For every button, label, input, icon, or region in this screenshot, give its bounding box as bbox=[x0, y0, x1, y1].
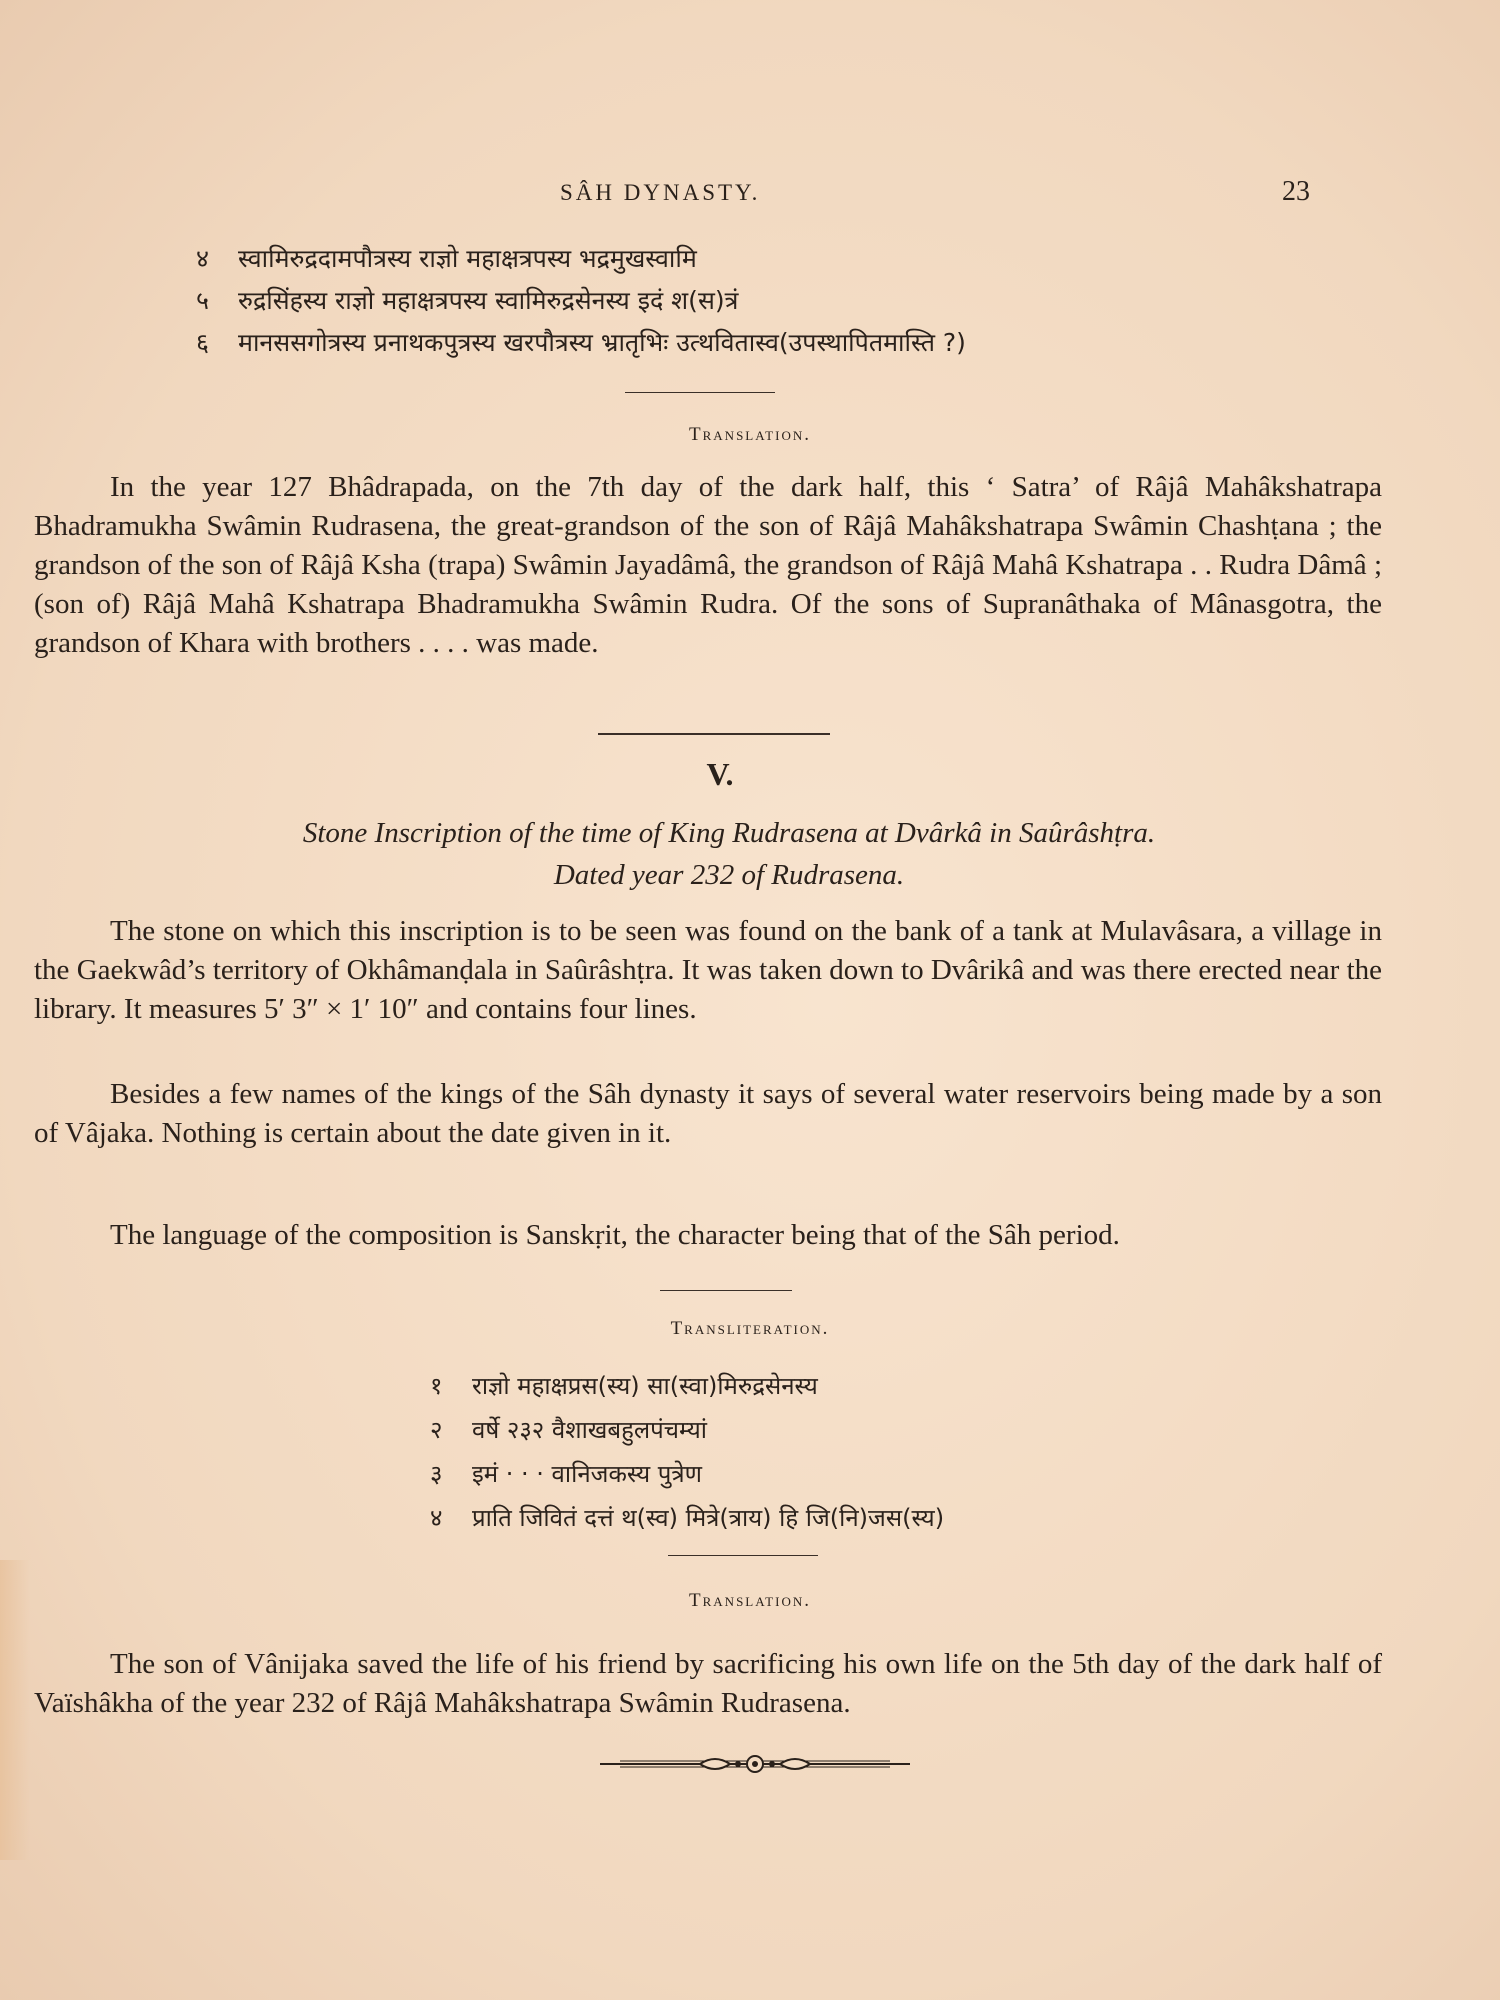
page-number: 23 bbox=[1282, 176, 1310, 207]
divider-rule bbox=[660, 1290, 792, 1291]
section-title bbox=[64, 812, 1394, 896]
inscription-line bbox=[196, 280, 1316, 322]
line-number: ४ bbox=[196, 244, 210, 273]
divider-rule bbox=[598, 733, 830, 735]
divider-rule bbox=[668, 1555, 818, 1556]
translation-paragraph: The son of Vânijaka saved the life of his friend by sacrificing his own life on the 5th day of the dark half of Vaïshâkha of the year 232 of Râjâ Mahâkshatrapa Swâmin Rudrasena. bbox=[34, 1648, 1382, 1719]
section-paragraph-3: The language of the composition is Sanskṛit, the character being that of the Sâh period. bbox=[110, 1219, 1120, 1251]
section-numeral: V. bbox=[706, 756, 734, 792]
running-head bbox=[0, 176, 1500, 220]
ornament-divider-icon bbox=[600, 1752, 910, 1776]
line-number: ५ bbox=[196, 286, 210, 315]
transliteration-line bbox=[430, 1496, 1230, 1540]
line-text: इमं · · · वानिजकस्य पुत्रेण bbox=[472, 1460, 702, 1488]
translation-heading: Translation. bbox=[689, 1590, 811, 1611]
transliteration-line bbox=[430, 1408, 1230, 1452]
transliteration-line bbox=[430, 1452, 1230, 1496]
line-text: रुद्रसिंहस्य राज्ञो महाक्षत्रपस्य स्वामिरुद्रसेनस्य इदं श(स)त्रं bbox=[238, 286, 739, 315]
line-text: वर्षे २३२ वैशाखबहुलपंचम्यां bbox=[472, 1416, 707, 1444]
section-title-line-2: Dated year 232 of Rudrasena. bbox=[553, 859, 905, 891]
translation-heading: Translation. bbox=[689, 424, 811, 445]
line-number: २ bbox=[430, 1416, 443, 1444]
line-text: प्राति जिवितं दत्तं थ(स्व) मित्रे(त्राय) हि जि(नि)जस(स्य) bbox=[472, 1504, 945, 1532]
transliteration-line bbox=[430, 1364, 1230, 1408]
line-number: ६ bbox=[196, 328, 210, 357]
line-number: १ bbox=[430, 1372, 443, 1400]
divider-rule bbox=[625, 392, 775, 393]
line-number: ४ bbox=[430, 1504, 443, 1532]
line-number: ३ bbox=[430, 1460, 443, 1488]
translation-paragraph: In the year 127 Bhâdrapada, on the 7th day of the dark half, this ‘ Satra’ of Râjâ Mahâkshatrapa Bhadramukha Swâmin Rudrasena, the great-grandson of the son of Râjâ Mahâkshatrapa Swâmin Chashṭana ; the grandson of the son of Râjâ Ksha (trapa) Swâmin Jayadâmâ, the grandson of Râjâ Mahâ Kshatrapa . . Rudra Dâmâ ; (son of) Râjâ Mahâ Kshatrapa Bhadramukha Swâmin Rudra. Of the sons of Supranâthaka of Mânasgotra, the grandson of Khara with brothers . . . . was made. bbox=[34, 471, 1382, 659]
line-text: स्वामिरुद्रदामपौत्रस्य राज्ञो महाक्षत्रपस्य भद्रमुखस्वामि bbox=[238, 244, 697, 273]
transliteration-lines bbox=[430, 1364, 1230, 1540]
inscription-line bbox=[196, 238, 1316, 280]
running-head-title: SÂH DYNASTY. bbox=[560, 180, 761, 205]
line-text: मानससगोत्रस्य प्रनाथकपुत्रस्य खरपौत्रस्य भ्रातृभिः उत्थवितास्व(उपस्थापितमास्ति ?) bbox=[238, 328, 966, 357]
line-text: राज्ञो महाक्षप्रस(स्य) सा(स्वा)मिरुद्रसेनस्य bbox=[472, 1372, 818, 1400]
section-title-line-1: Stone Inscription of the time of King Rudrasena at Dvârkâ in Saûrâshṭra. bbox=[302, 817, 1156, 849]
section-paragraph-2: Besides a few names of the kings of the Sâh dynasty it says of several water reservoirs being made by a son of Vâjaka. Nothing is certain about the date given in it. bbox=[34, 1078, 1382, 1149]
inscription-lines-top bbox=[196, 238, 1316, 364]
transliteration-heading: Transliteration. bbox=[670, 1318, 830, 1339]
inscription-line bbox=[196, 322, 1316, 364]
section-paragraph-1: The stone on which this inscription is to be seen was found on the bank of a tank at Mulavâsara, a village in the Gaekwâd’s territory of Okhâmanḍala in Saûrâshṭra. It was taken down to Dvârikâ and was there erected near the library. It measures 5′ 3″ × 1′ 10″ and contains four lines. bbox=[34, 915, 1382, 1025]
